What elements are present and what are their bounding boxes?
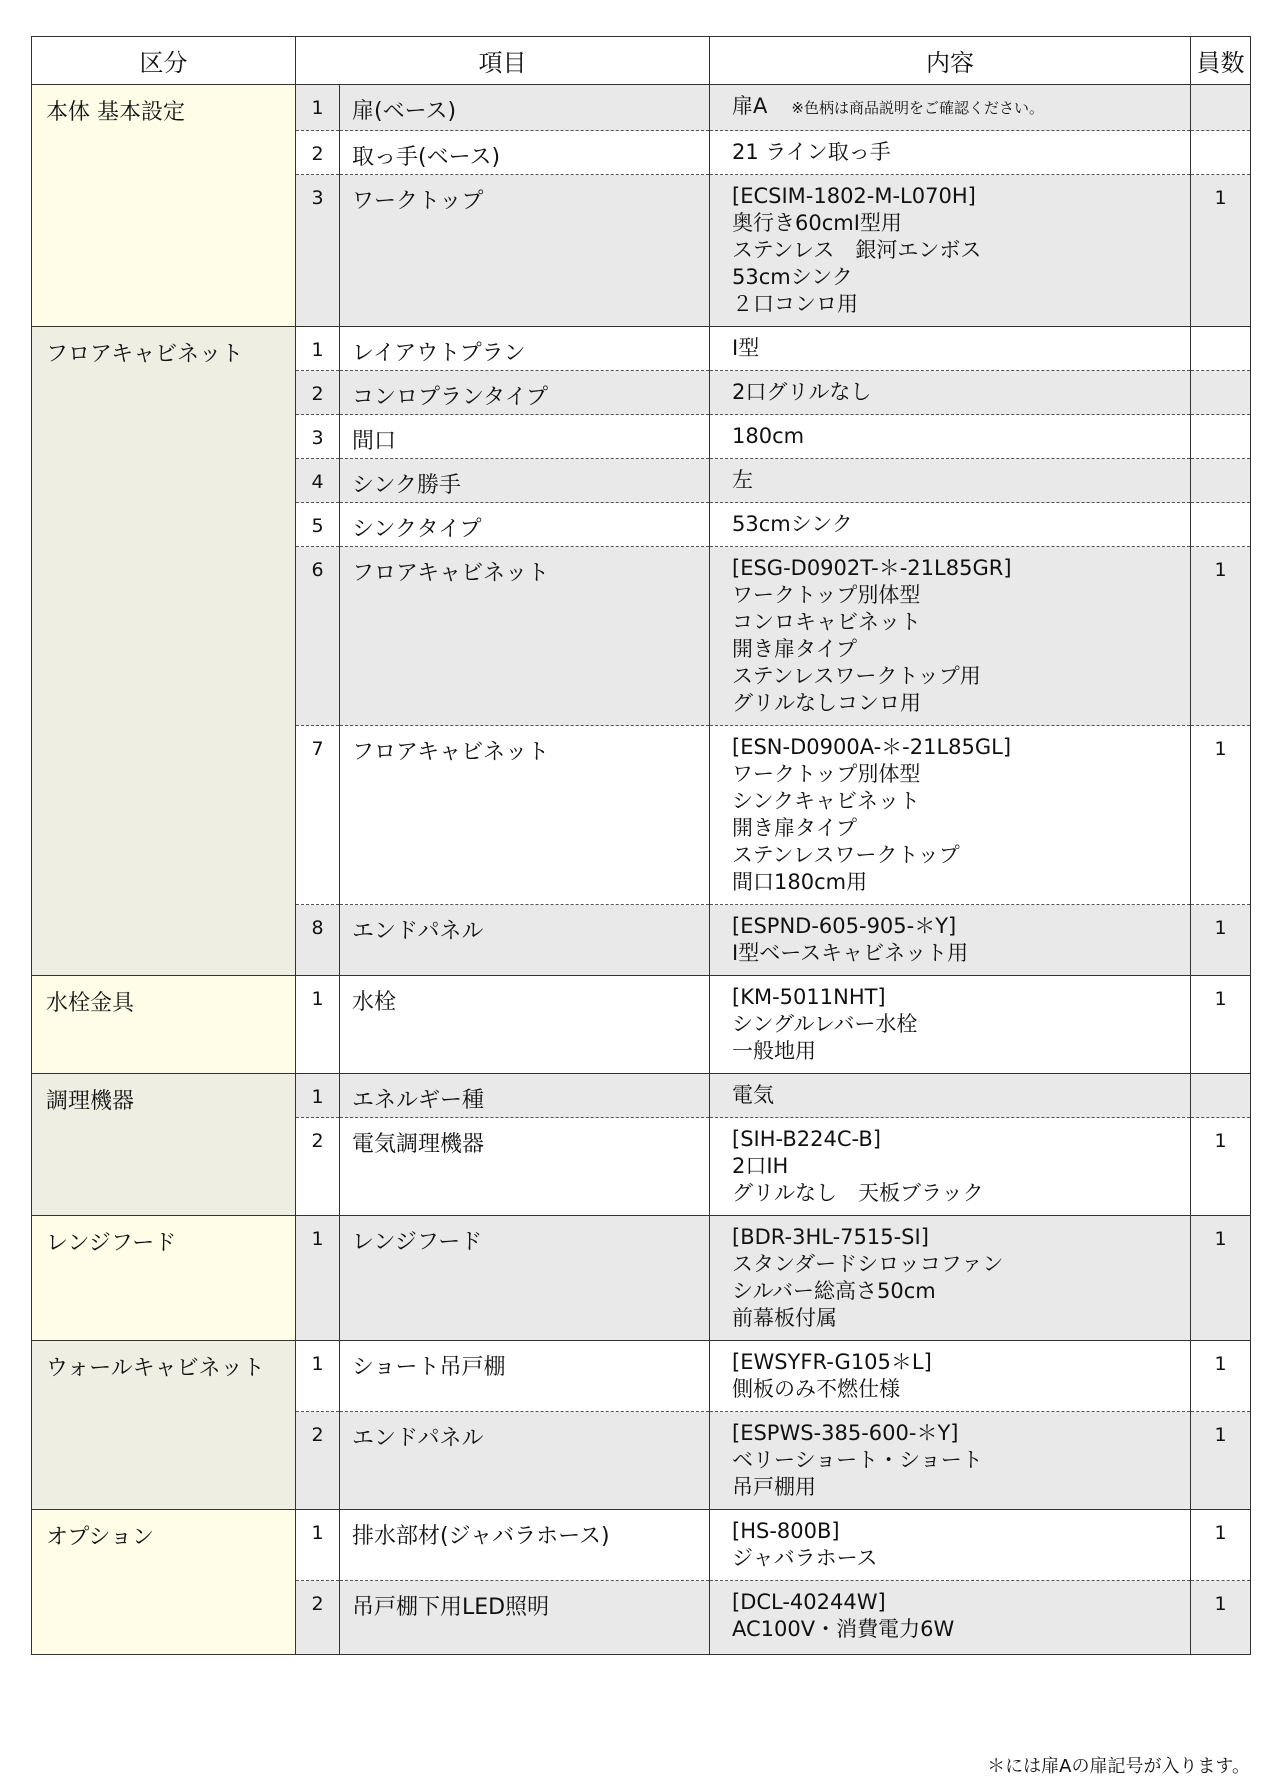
count-cell: 1 bbox=[1191, 1216, 1251, 1341]
row-number: 1 bbox=[296, 1074, 340, 1118]
content-cell bbox=[710, 131, 1191, 175]
count-cell bbox=[1191, 131, 1251, 175]
content-line: I型 bbox=[732, 336, 760, 360]
item-cell: 吊戸棚下用LED照明 bbox=[340, 1581, 710, 1655]
header-item: 項目 bbox=[296, 37, 710, 85]
item-cell: 取っ手(ベース) bbox=[340, 131, 710, 175]
content-cell bbox=[710, 459, 1191, 503]
count-cell: 1 bbox=[1191, 175, 1251, 327]
item-cell: コンロプランタイプ bbox=[340, 371, 710, 415]
content-line: スタンダードシロッコファン bbox=[732, 1252, 1004, 1276]
category-cell: 調理機器 bbox=[32, 1074, 296, 1216]
content-line: ステンレス 銀河エンボス bbox=[732, 238, 982, 262]
content-line: 奥行き60cmI型用 bbox=[732, 211, 902, 235]
content-line: [BDR-3HL-7515-SI] bbox=[732, 1225, 929, 1249]
content-line: シルバー総高さ50cm bbox=[732, 1279, 936, 1303]
content-line: ジャバラホース bbox=[732, 1546, 878, 1570]
content-cell bbox=[710, 976, 1191, 1074]
content-line: ２口コンロ用 bbox=[732, 292, 858, 316]
item-cell: 電気調理機器 bbox=[340, 1118, 710, 1216]
content-line: ステンレスワークトップ bbox=[732, 843, 960, 867]
item-cell: 間口 bbox=[340, 415, 710, 459]
content-line: [KM-5011NHT] bbox=[732, 985, 886, 1009]
count-cell bbox=[1191, 1074, 1251, 1118]
content-line: ワークトップ別体型 bbox=[732, 583, 921, 607]
table-body bbox=[32, 85, 1251, 1655]
table-row bbox=[32, 85, 1251, 131]
count-cell: 1 bbox=[1191, 726, 1251, 905]
content-line: 間口180cm用 bbox=[732, 870, 868, 894]
content-cell bbox=[710, 1216, 1191, 1341]
item-cell: フロアキャビネット bbox=[340, 726, 710, 905]
content-line: [ESPND-605-905-＊Y] bbox=[732, 914, 957, 938]
content-line: [ESN-D0900A-＊-21L85GL] bbox=[732, 735, 1012, 759]
content-line: ワークトップ別体型 bbox=[732, 762, 921, 786]
category-cell: 水栓金具 bbox=[32, 976, 296, 1074]
content-cell bbox=[710, 415, 1191, 459]
content-cell bbox=[710, 905, 1191, 976]
category-cell: 本体 基本設定 bbox=[32, 85, 296, 327]
content-line: [EWSYFR-G105＊L] bbox=[732, 1350, 932, 1374]
item-cell: エンドパネル bbox=[340, 1412, 710, 1510]
content-line: [ESPWS-385-600-＊Y] bbox=[732, 1421, 959, 1445]
row-number: 3 bbox=[296, 175, 340, 327]
content-line: 2口グリルなし bbox=[732, 380, 872, 404]
count-cell bbox=[1191, 371, 1251, 415]
content-cell bbox=[710, 1074, 1191, 1118]
content-line: [SIH-B224C-B] bbox=[732, 1127, 881, 1151]
content-line: [HS-800B] bbox=[732, 1519, 840, 1543]
item-cell: シンクタイプ bbox=[340, 503, 710, 547]
row-number: 1 bbox=[296, 1510, 340, 1581]
content-line: AC100V・消費電力6W bbox=[732, 1617, 955, 1641]
content-line: グリルなし 天板ブラック bbox=[732, 1181, 984, 1205]
content-cell bbox=[710, 547, 1191, 726]
item-cell: エンドパネル bbox=[340, 905, 710, 976]
category-cell: フロアキャビネット bbox=[32, 327, 296, 976]
item-cell: ワークトップ bbox=[340, 175, 710, 327]
row-number: 1 bbox=[296, 976, 340, 1074]
content-cell bbox=[710, 1581, 1191, 1655]
content-cell bbox=[710, 175, 1191, 327]
footnote: ＊には扉Aの扉記号が入ります。 bbox=[987, 1756, 1250, 1777]
content-line: 53cmシンク bbox=[732, 265, 853, 289]
category-cell: ウォールキャビネット bbox=[32, 1341, 296, 1510]
content-line: 吊戸棚用 bbox=[732, 1475, 816, 1499]
row-number: 1 bbox=[296, 85, 340, 131]
table-row bbox=[32, 1074, 1251, 1118]
row-number: 6 bbox=[296, 547, 340, 726]
category-cell: レンジフード bbox=[32, 1216, 296, 1341]
content-line: 側板のみ不燃仕様 bbox=[732, 1377, 900, 1401]
row-number: 7 bbox=[296, 726, 340, 905]
content-line: 21 ライン取っ手 bbox=[732, 140, 891, 164]
content-line: 一般地用 bbox=[732, 1039, 816, 1063]
header-content: 内容 bbox=[710, 37, 1191, 85]
count-cell bbox=[1191, 85, 1251, 131]
content-line: 前幕板付属 bbox=[732, 1306, 837, 1330]
row-number: 1 bbox=[296, 1341, 340, 1412]
header-category: 区分 bbox=[32, 37, 296, 85]
item-cell: 水栓 bbox=[340, 976, 710, 1074]
content-line: ステンレスワークトップ用 bbox=[732, 664, 981, 688]
count-cell: 1 bbox=[1191, 1118, 1251, 1216]
content-line: シンクキャビネット bbox=[732, 789, 921, 813]
content-line: コンロキャビネット bbox=[732, 610, 921, 634]
content-line: ベリーショート・ショート bbox=[732, 1448, 983, 1472]
count-cell bbox=[1191, 459, 1251, 503]
count-cell: 1 bbox=[1191, 547, 1251, 726]
content-cell bbox=[710, 1412, 1191, 1510]
item-cell: フロアキャビネット bbox=[340, 547, 710, 726]
table-row bbox=[32, 1510, 1251, 1581]
spec-table bbox=[31, 36, 1251, 1655]
row-number: 3 bbox=[296, 415, 340, 459]
content-cell bbox=[710, 85, 1191, 131]
content-line: 開き扉タイプ bbox=[732, 816, 857, 840]
content-line: 180cm bbox=[732, 424, 805, 448]
row-number: 4 bbox=[296, 459, 340, 503]
row-number: 2 bbox=[296, 1581, 340, 1655]
content-cell bbox=[710, 371, 1191, 415]
row-number: 1 bbox=[296, 1216, 340, 1341]
content-cell bbox=[710, 1118, 1191, 1216]
count-cell: 1 bbox=[1191, 1412, 1251, 1510]
content-line: 53cmシンク bbox=[732, 512, 853, 536]
item-cell: レンジフード bbox=[340, 1216, 710, 1341]
table-row bbox=[32, 327, 1251, 371]
count-cell: 1 bbox=[1191, 1510, 1251, 1581]
item-cell: ショート吊戸棚 bbox=[340, 1341, 710, 1412]
content-cell bbox=[710, 503, 1191, 547]
content-note: ※色柄は商品説明をご確認ください。 bbox=[791, 99, 1044, 117]
row-number: 8 bbox=[296, 905, 340, 976]
header-row bbox=[32, 37, 1251, 85]
header-count: 員数 bbox=[1191, 37, 1251, 85]
content-line: I型ベースキャビネット用 bbox=[732, 941, 969, 965]
content-line: 左 bbox=[732, 468, 753, 492]
item-cell: 排水部材(ジャバラホース) bbox=[340, 1510, 710, 1581]
content-cell bbox=[710, 726, 1191, 905]
content-line: [DCL-40244W] bbox=[732, 1590, 886, 1614]
content-line: 2口IH bbox=[732, 1154, 789, 1178]
table-row bbox=[32, 976, 1251, 1074]
count-cell bbox=[1191, 503, 1251, 547]
content-cell bbox=[710, 1341, 1191, 1412]
count-cell: 1 bbox=[1191, 1581, 1251, 1655]
row-number: 2 bbox=[296, 371, 340, 415]
content-line: 電気 bbox=[732, 1083, 774, 1107]
content-cell bbox=[710, 327, 1191, 371]
item-cell: 扉(ベース) bbox=[340, 85, 710, 131]
item-cell: エネルギー種 bbox=[340, 1074, 710, 1118]
item-cell: レイアウトプラン bbox=[340, 327, 710, 371]
content-line: グリルなしコンロ用 bbox=[732, 691, 921, 715]
content-line: シングルレバー水栓 bbox=[732, 1012, 918, 1036]
content-line: [ECSIM-1802-M-L070H] bbox=[732, 184, 976, 208]
count-cell: 1 bbox=[1191, 905, 1251, 976]
item-cell: シンク勝手 bbox=[340, 459, 710, 503]
content-line: [ESG-D0902T-＊-21L85GR] bbox=[732, 556, 1012, 580]
row-number: 2 bbox=[296, 1412, 340, 1510]
count-cell bbox=[1191, 327, 1251, 371]
table-row bbox=[32, 1341, 1251, 1412]
row-number: 2 bbox=[296, 131, 340, 175]
table-row bbox=[32, 1216, 1251, 1341]
category-cell: オプション bbox=[32, 1510, 296, 1655]
count-cell: 1 bbox=[1191, 976, 1251, 1074]
row-number: 1 bbox=[296, 327, 340, 371]
count-cell: 1 bbox=[1191, 1341, 1251, 1412]
row-number: 2 bbox=[296, 1118, 340, 1216]
count-cell bbox=[1191, 415, 1251, 459]
content-cell bbox=[710, 1510, 1191, 1581]
content-line: 扉A bbox=[732, 94, 768, 118]
content-line: 開き扉タイプ bbox=[732, 637, 857, 661]
row-number: 5 bbox=[296, 503, 340, 547]
